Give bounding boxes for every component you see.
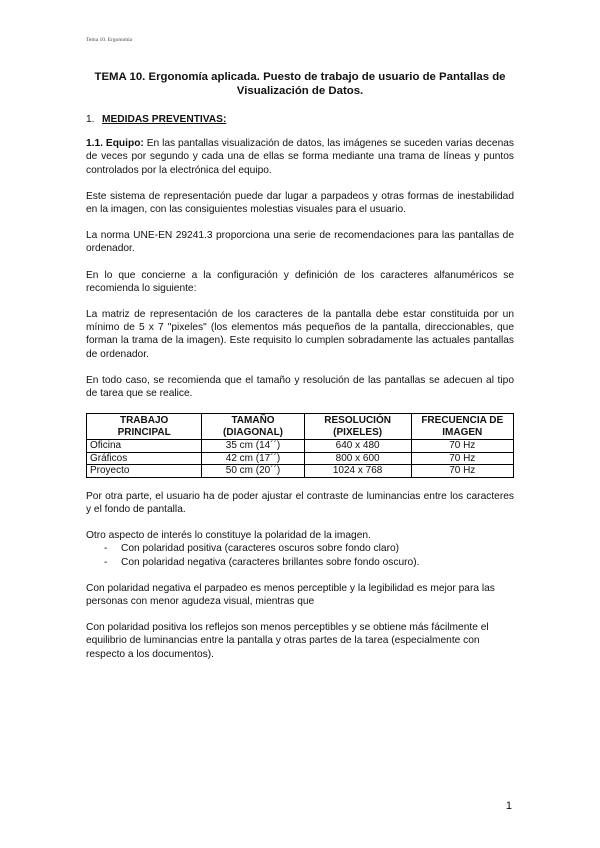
paragraph-tamano: En todo caso, se recomienda que el tamaño y resolución de las pantallas se adecuen al tipo de tarea que se realice. <box>86 374 514 400</box>
cell-tamano: 35 cm (14´´) <box>202 440 304 453</box>
header-frecuencia: FRECUENCIA DE IMAGEN <box>411 414 514 440</box>
header-trabajo: TRABAJO PRINCIPAL <box>87 414 202 440</box>
section-number: 1. <box>86 114 95 125</box>
list-item: - Con polaridad positiva (caracteres oscuros sobre fondo claro) <box>104 543 400 555</box>
cell-trabajo: Proyecto <box>87 465 202 478</box>
cell-frecuencia: 70 Hz <box>411 452 514 465</box>
page-number: 1 <box>505 800 512 812</box>
header-tamano: TAMAÑO (DIAGONAL) <box>202 414 304 440</box>
cell-tamano: 50 cm (20´´) <box>202 465 304 478</box>
cell-tamano: 42 cm (17´´) <box>202 452 304 465</box>
page-title: TEMA 10. Ergonomía aplicada. Puesto de trabajo de usuario de Pantallas de Visualización de Datos. <box>94 71 506 97</box>
cell-frecuencia: 70 Hz <box>411 465 514 478</box>
list-item: - Con polaridad negativa (caracteres brillantes sobre fondo oscuro). <box>104 556 420 568</box>
subsection-label: 1.1. Equipo: <box>86 138 144 150</box>
section-label: MEDIDAS PREVENTIVAS: <box>102 114 227 125</box>
running-header: Tema 10. Ergonomía <box>86 37 133 43</box>
header-resolucion: RESOLUCIÓN (PIXELES) <box>304 414 411 440</box>
document-body <box>86 70 514 674</box>
resolution-table <box>86 413 514 478</box>
cell-frecuencia: 70 Hz <box>411 440 514 453</box>
cell-trabajo: Gráficos <box>87 452 202 465</box>
cell-trabajo: Oficina <box>87 440 202 453</box>
table-row <box>87 440 514 453</box>
dash-bullet: - <box>104 556 108 568</box>
paragraph-contraste: Por otra parte, el usuario ha de poder ajustar el contraste de luminancias entre los caracteres y el fondo de pantalla. <box>86 490 514 515</box>
table-header-row <box>87 414 514 440</box>
paragraph-polaridad: Otro aspecto de interés lo constituye la polaridad de la imagen. <box>86 530 371 542</box>
paragraph-matriz: La matriz de representación de los caracteres de la pantalla debe estar constituida por un mínimo de 5 x 7 "pixeles" (los elementos más pequeños de la pantalla, direccionables, que forman la trama de la imagen). Este requisito lo cumplen sobradamente las actuales pantallas de ordenador. <box>86 309 514 360</box>
polarity-list <box>86 542 514 568</box>
table-row <box>87 452 514 465</box>
paragraph-representacion: Este sistema de representación puede dar lugar a parpadeos y otras formas de inestabilidad en la imagen, con las consiguientes molestias visuales para el usuario. <box>86 190 514 216</box>
paragraph-norma: La norma UNE-EN 29241.3 proporciona una serie de recomendaciones para las pantallas de ordenador. <box>86 230 514 255</box>
cell-resolucion: 800 x 600 <box>304 452 411 465</box>
paragraph-positiva: Con polaridad positiva los reflejos son menos perceptibles y se obtiene más fácilmente el equilibrio de luminancias entre la pantalla y otras partes de la tarea (especialmente con respecto a los documentos). <box>86 622 489 660</box>
table-row <box>87 465 514 478</box>
paragraph-equipo-text: En las pantallas visualización de datos, las imágenes se suceden varias decenas de veces por segundo y cada una de ellas se forma mediante una trama de líneas y puntos controlados por la electrónica del equipo. <box>86 138 514 176</box>
section-heading <box>86 113 514 126</box>
cell-resolucion: 1024 x 768 <box>304 465 411 478</box>
dash-bullet: - <box>104 543 108 555</box>
paragraph-equipo <box>86 137 514 177</box>
cell-resolucion: 640 x 480 <box>304 440 411 453</box>
paragraph-negativa: Con polaridad negativa el parpadeo es menos perceptible y la legibilidad es mejor para las personas con menor agudeza visual, mientras que <box>86 582 495 607</box>
paragraph-caracteres: En lo que concierne a la configuración y definición de los caracteres alfanuméricos se recomienda lo siguiente: <box>86 269 514 294</box>
